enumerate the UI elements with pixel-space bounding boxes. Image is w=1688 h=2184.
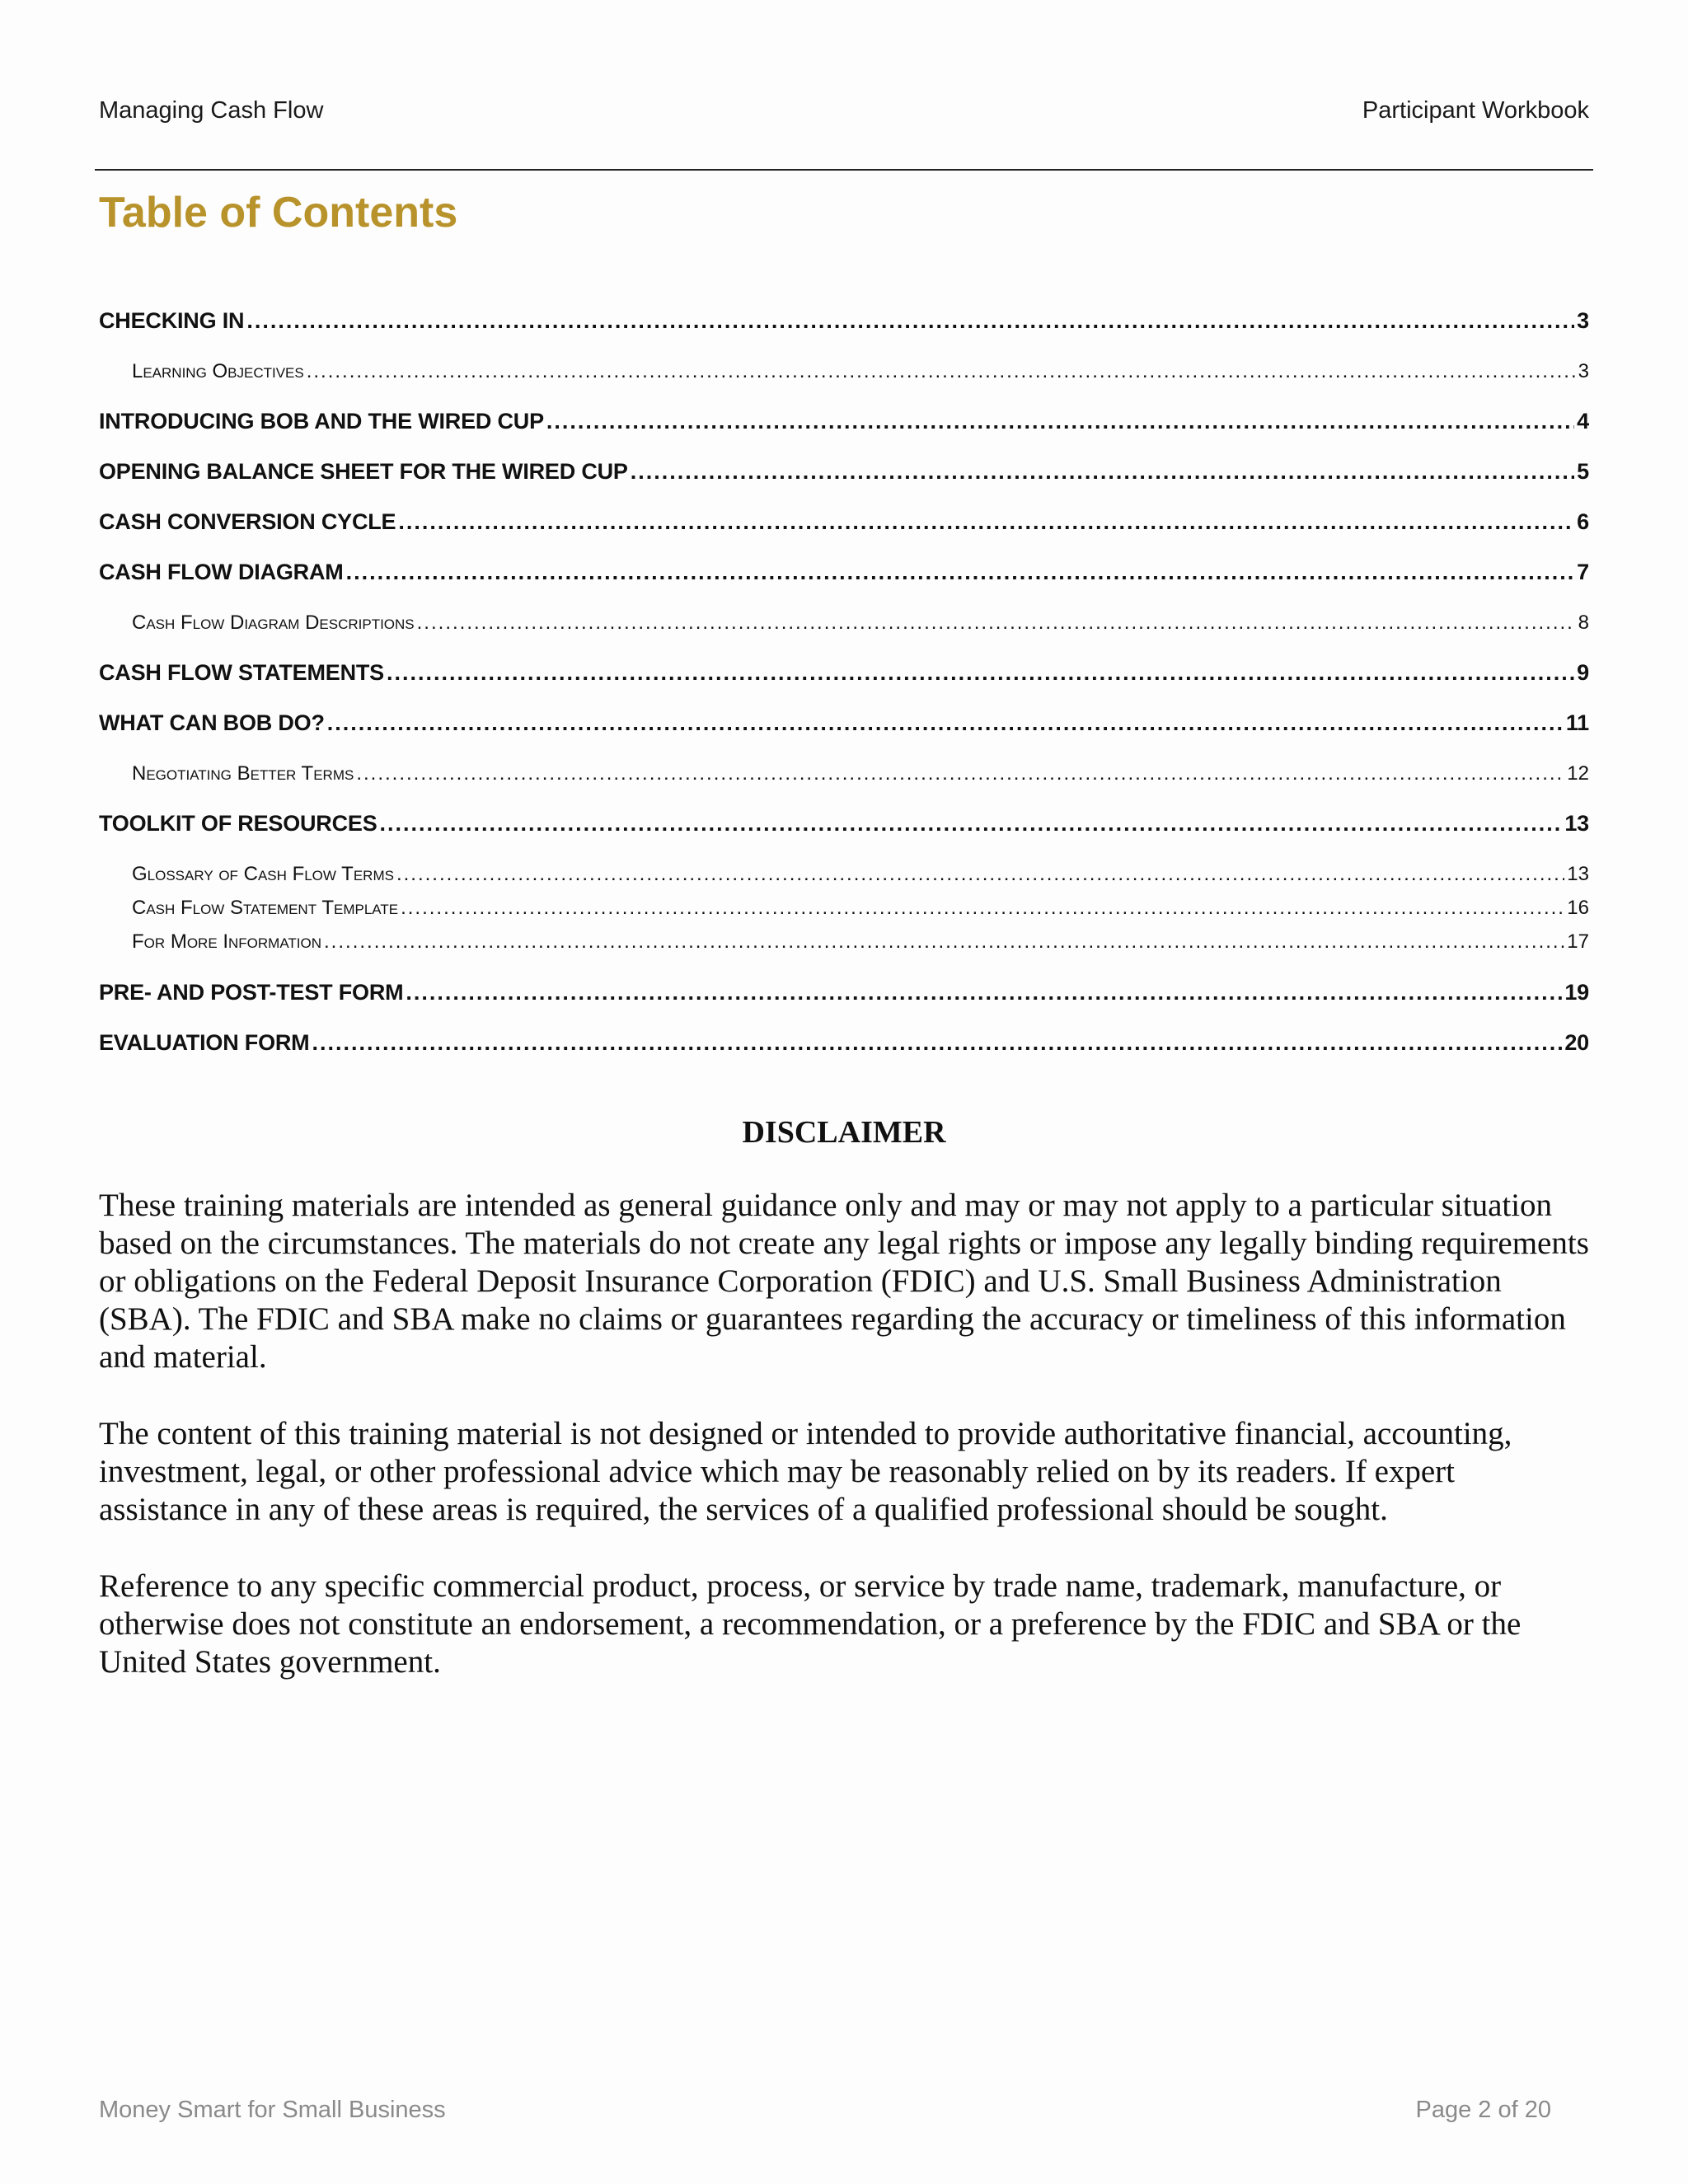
toc-entry[interactable] [99, 980, 1589, 1005]
toc-entry[interactable] [99, 660, 1589, 686]
toc-entry[interactable] [99, 308, 1589, 334]
toc-entry-label: CHECKING IN [99, 308, 245, 333]
toc-entry-page: 19 [1564, 980, 1589, 1005]
disclaimer-paragraph: The content of this training material is not designed or intended to provide authoritative financial, accounting, investment, legal, or other professional advice which may be reasonably relied on by its readers. If expert assistance in any of these areas is required, the services of a qualified professional should be sought. [99, 1416, 1512, 1527]
toc-entry-label: EVALUATION FORM [99, 1030, 310, 1055]
page-header [99, 97, 1589, 124]
toc-entry[interactable] [99, 710, 1589, 736]
toc-title: Table of Contents [99, 189, 458, 237]
toc-entry-page: 6 [1577, 509, 1589, 534]
toc-entry-label: PRE- AND POST-TEST FORM [99, 980, 404, 1005]
disclaimer-paragraph: These training materials are intended as general guidance only and may or may not apply to a particular situation based on the circumstances. The materials do not create any legal rights or impose any legally binding requirements or obligations on the Federal Deposit Insurance Corporation (FDIC) and U.S. Small Business Administration (SBA). The FDIC and SBA make no claims or guarantees regarding the accuracy or timeliness of this information and material. [99, 1188, 1589, 1375]
toc-leader [380, 811, 1563, 837]
header-doc-title: Managing Cash Flow [99, 97, 324, 124]
toc-entry-page: 12 [1567, 762, 1589, 785]
toc-leader [406, 980, 1562, 1005]
toc-leader [398, 509, 1574, 535]
toc-entry-label: Cash Flow Statement Template [132, 897, 399, 919]
toc-entry-label: WHAT CAN BOB DO? [99, 710, 325, 735]
toc-entry[interactable] [99, 762, 1589, 785]
toc-entry-label: Negotiating Better Terms [132, 762, 354, 785]
toc-entry-label: Learning Objectives [132, 360, 304, 382]
toc-entry-page: 11 [1565, 710, 1589, 735]
toc-entry-page: 13 [1567, 863, 1589, 885]
toc-entry-page: 9 [1577, 660, 1589, 685]
toc-entry-page: 3 [1578, 360, 1589, 382]
toc-leader [546, 409, 1574, 434]
toc-entry-label: CASH FLOW DIAGRAM [99, 560, 344, 584]
footer-page-number: Page 2 of 20 [1415, 2097, 1551, 2123]
toc-entry-label: CASH FLOW STATEMENTS [99, 660, 384, 685]
toc-entry-page: 8 [1578, 612, 1589, 634]
toc-leader [631, 459, 1574, 485]
disclaimer-title: DISCLAIMER [742, 1115, 946, 1150]
toc-entry-page: 13 [1564, 811, 1589, 836]
toc-leader [417, 612, 1576, 635]
toc-entry[interactable] [99, 509, 1589, 535]
toc-entry-label: CASH CONVERSION CYCLE [99, 509, 396, 534]
toc-leader [307, 360, 1576, 383]
toc-entry-label: OPENING BALANCE SHEET FOR THE WIRED CUP [99, 459, 628, 484]
toc-leader [396, 863, 1564, 886]
toc-entry[interactable] [99, 409, 1589, 434]
toc-entry[interactable] [99, 811, 1589, 837]
toc-leader [356, 762, 1564, 785]
toc-leader [324, 930, 1564, 954]
page-footer [99, 2097, 1551, 2124]
toc-leader [246, 308, 1574, 334]
toc-entry-page: 16 [1567, 897, 1589, 919]
footer-series-name: Money Smart for Small Business [99, 2097, 446, 2123]
header-divider [95, 169, 1593, 171]
toc-leader [346, 560, 1575, 585]
toc-entry-page: 20 [1564, 1030, 1589, 1055]
toc-entry-label: For More Information [132, 930, 322, 953]
toc-entry-label: Cash Flow Diagram Descriptions [132, 612, 415, 634]
toc-entry[interactable] [99, 863, 1589, 886]
toc-entry-page: 3 [1577, 308, 1589, 333]
toc-leader [387, 660, 1574, 686]
disclaimer-paragraph: Reference to any specific commercial product, process, or service by trade name, trademark, manufacture, or otherwise does not constitute an endorsement, a recommendation, or a preference by the FDIC and SBA or the United States government. [99, 1568, 1522, 1680]
toc-entry-page: 17 [1567, 930, 1589, 953]
toc-leader [401, 897, 1564, 920]
toc-leader [327, 710, 1564, 736]
toc-entry-page: 4 [1577, 409, 1589, 434]
toc-entry-label: Glossary of Cash Flow Terms [132, 863, 394, 885]
toc-entry[interactable] [99, 459, 1589, 485]
toc-entry-label: TOOLKIT OF RESOURCES [99, 811, 377, 836]
toc-entry-label: INTRODUCING BOB AND THE WIRED CUP [99, 409, 544, 434]
toc-entry-page: 7 [1577, 560, 1589, 584]
toc-entry[interactable] [99, 897, 1589, 920]
toc-entry[interactable] [99, 930, 1589, 954]
toc-entry[interactable] [99, 1030, 1589, 1056]
header-doc-type: Participant Workbook [1362, 97, 1589, 124]
toc-entry[interactable] [99, 612, 1589, 635]
toc-entry[interactable] [99, 560, 1589, 585]
toc-entry-page: 5 [1577, 459, 1589, 484]
toc-entry[interactable] [99, 360, 1589, 383]
toc-leader [312, 1030, 1562, 1056]
